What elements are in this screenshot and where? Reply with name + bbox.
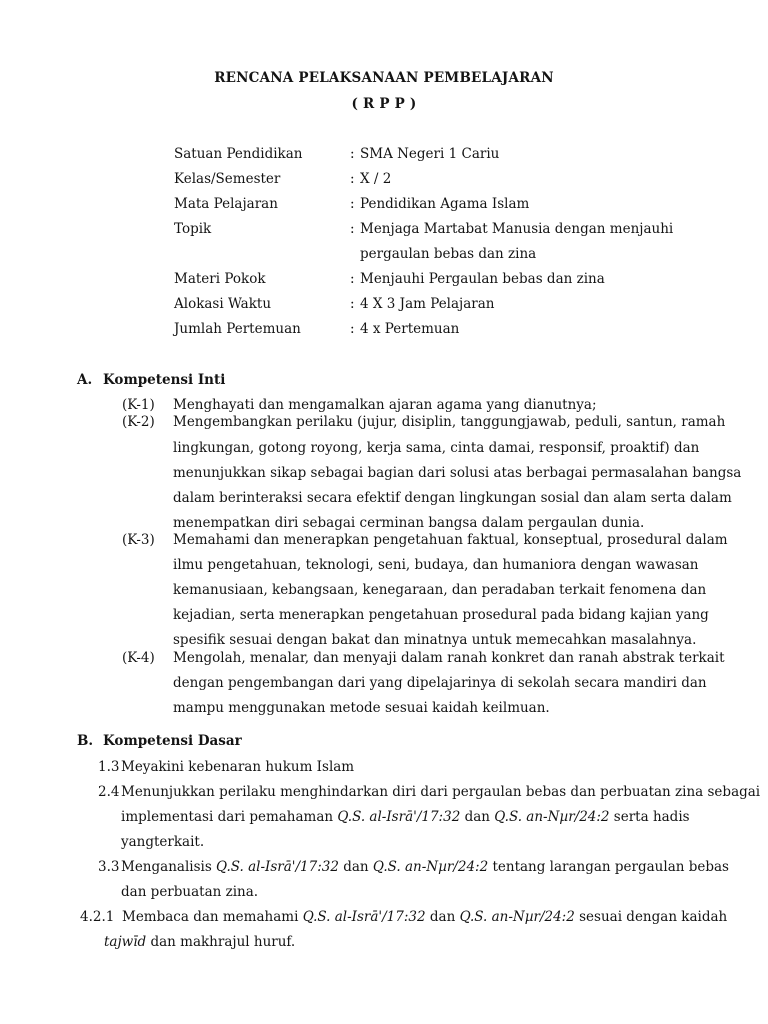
ki-text-line: menempatkan diri sebagai cerminan bangsa dalam pergaulan dunia. [173,515,645,531]
kd-text-line [122,909,727,925]
identity-value: 4 X 3 Jam Pelajaran [360,296,495,312]
identity-colon: : [350,271,355,287]
ki-text-line: menunjukkan sikap sebagai bagian dari solusi atas berbagai permasalahan bangsa [173,465,742,481]
document-title: RENCANA PELAKSANAAN PEMBELAJARAN [214,70,554,86]
kd-text-line [104,934,295,950]
section-letter: A. [77,372,93,388]
identity-colon: : [350,296,355,312]
kd-text-line: yangterkait. [121,834,205,850]
kd-number: 2.4 [98,784,120,800]
surah-reference: Q.S. al-Isrā'/17:32 [302,909,426,925]
identity-label: Jumlah Pertemuan [174,321,301,337]
kd-number: 4.2.1 [80,909,115,925]
section-heading-a [77,372,225,388]
identity-row [174,196,694,216]
identity-label: Kelas/Semester [174,171,281,187]
identity-label: Alokasi Waktu [174,296,272,312]
surah-reference: Q.S. an-Nµr/24:2 [494,809,610,825]
ki-text-line: mampu menggunakan metode sesuai kaidah keilmuan. [173,700,550,716]
surah-reference: Q.S. an-Nµr/24:2 [372,859,489,875]
surah-reference: Q.S. an-Nµr/24:2 [459,909,575,925]
ki-code: (K-3) [122,532,155,548]
kd-text-line: Menunjukkan perilaku menghindarkan diri dari pergaulan bebas dan perbuatan zina sebagai [121,784,761,800]
identity-value: X / 2 [360,171,392,187]
section-title: Kompetensi Dasar [103,733,242,749]
ki-code: (K-1) [122,397,155,413]
identity-colon: : [350,321,355,337]
ki-text-line: Menghayati dan mengamalkan ajaran agama yang dianutnya; [173,397,597,413]
identity-row [174,321,694,341]
ki-text-line: dengan pengembangan dari yang dipelajarinya di sekolah secara mandiri dan [173,675,707,691]
kd-text: tentang larangan pergaulan bebas [488,859,729,875]
identity-value: Menjauhi Pergaulan bebas dan zina [360,271,605,287]
ki-text-line: ilmu pengetahuan, teknologi, seni, budaya, dan humaniora dengan wawasan [173,557,699,573]
ki-text-line: kemanusiaan, kebangsaan, kenegaraan, dan peradaban terkait fenomena dan [173,582,707,598]
surah-reference: Q.S. al-Isrā'/17:32 [216,859,339,875]
ki-text-line: dalam berinteraksi secara efektif dengan lingkungan sosial dan alam serta dalam [173,490,732,506]
ki-text-line: Mengolah, menalar, dan menyaji dalam ranah konkret dan ranah abstrak terkait [173,650,725,666]
section-title: Kompetensi Inti [103,372,226,388]
kd-text-line [121,859,729,875]
identity-label: Satuan Pendidikan [174,146,303,162]
identity-label: Mata Pelajaran [174,196,278,212]
kd-text: dan [425,909,460,925]
ki-text-line: spesifik sesuai dengan bakat dan minatnya untuk memecahkan masalahnya. [173,632,697,648]
kd-text: serta hadis [609,809,690,825]
kd-text-line [121,809,690,825]
identity-row [174,146,694,166]
identity-value: Menjaga Martabat Manusia dengan menjauhi [360,221,674,237]
tajwid-term: tajwīd [104,934,147,950]
identity-colon: : [350,146,355,162]
identity-row [174,171,694,191]
identity-colon: : [350,196,355,212]
ki-text-line: Mengembangkan perilaku (jujur, disiplin, tanggungjawab, peduli, santun, ramah [173,414,726,430]
kd-text: Menganalisis [121,859,217,875]
kd-text: sesuai dengan kaidah [574,909,728,925]
identity-colon: : [350,221,355,237]
section-heading-b [77,733,242,749]
identity-colon: : [350,171,355,187]
kd-number: 3.3 [98,859,120,875]
ki-text-line: lingkungan, gotong royong, kerja sama, cinta damai, responsif, proaktif) dan [173,440,700,456]
ki-text-line: Memahami dan menerapkan pengetahuan faktual, konseptual, prosedural dalam [173,532,728,548]
kd-text: dan [338,859,373,875]
identity-row [174,271,694,291]
ki-code: (K-4) [122,650,155,666]
kd-text: Membaca dan memahami [122,909,303,925]
kd-text-line: dan perbuatan zina. [121,884,259,900]
identity-value-continuation: pergaulan bebas dan zina [360,246,537,262]
surah-reference: Q.S. al-Isrā'/17:32 [337,809,461,825]
kd-text: implementasi dari pemahaman [121,809,338,825]
kd-text: dan [460,809,495,825]
identity-value: 4 x Pertemuan [360,321,460,337]
document-subtitle: ( R P P ) [351,96,417,112]
identity-label: Materi Pokok [174,271,266,287]
section-letter: B. [77,733,94,749]
identity-label: Topik [174,221,212,237]
identity-row [174,221,694,241]
kd-text: dan makhrajul huruf. [146,934,296,950]
kd-text-line: Meyakini kebenaran hukum Islam [121,759,355,775]
ki-code: (K-2) [122,414,155,430]
ki-text-line: kejadian, serta menerapkan pengetahuan prosedural pada bidang kajian yang [173,607,709,623]
identity-value: SMA Negeri 1 Cariu [360,146,500,162]
kd-number: 1.3 [98,759,120,775]
identity-row [174,296,694,316]
identity-value: Pendidikan Agama Islam [360,196,530,212]
